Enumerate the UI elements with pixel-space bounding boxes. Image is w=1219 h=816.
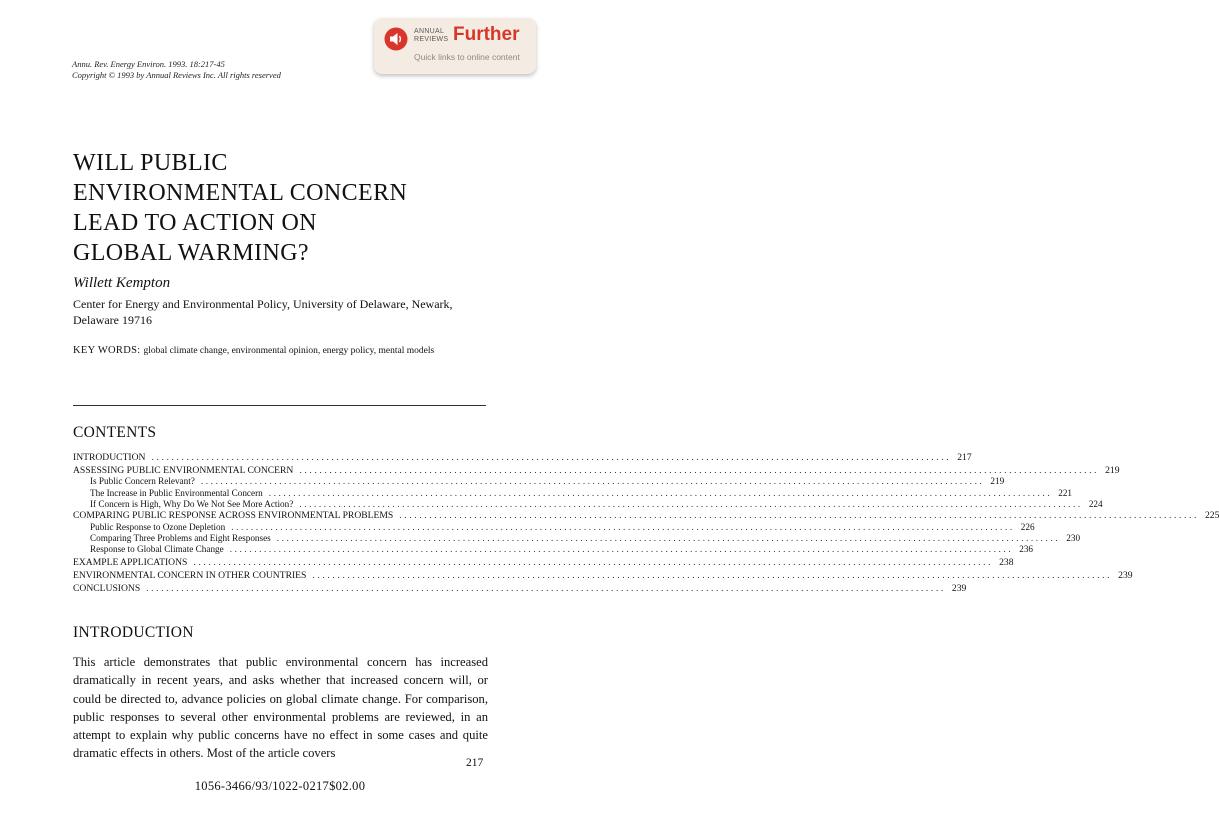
title-line: ENVIRONMENTAL CONCERN xyxy=(73,180,408,206)
leader-dots: ................................................................................................................................................................ xyxy=(146,583,946,595)
leader-dots: ................................................................................................................................................................ xyxy=(299,465,1100,477)
copyright-line: Copyright © 1993 by Annual Reviews Inc. All rights reserved xyxy=(72,70,281,80)
toc-page-number: 239 xyxy=(1118,570,1133,582)
toc-page-number: 219 xyxy=(1105,465,1120,477)
annual-reviews-wordmark: ANNUAL REVIEWS xyxy=(414,28,449,43)
toc-page-number: 219 xyxy=(990,476,1005,487)
toc-page-number: 217 xyxy=(957,452,972,463)
author-affiliation: Center for Energy and Environmental Policy, University of Delaware, Newark, Delaware 19716 xyxy=(73,297,453,327)
leader-dots: ................................................................................................................................................................ xyxy=(276,532,1061,543)
toc-page-number: 236 xyxy=(1019,544,1033,555)
article-code: 1056-3466/93/1022-0217$02.00 xyxy=(194,779,366,793)
leader-dots: ................................................................................................................................................................ xyxy=(193,557,994,569)
leader-dots: ................................................................................................................................................................ xyxy=(299,498,1083,509)
toc-page-number: 224 xyxy=(1088,498,1103,509)
citation-line: Annu. Rev. Energy Environ. 1993. 18:217-45 xyxy=(72,59,225,69)
table-of-contents xyxy=(73,452,1219,595)
toc-page-number: 225 xyxy=(1205,510,1219,522)
leader-dots: ................................................................................................................................................................ xyxy=(268,487,1053,498)
introduction-paragraph: This article demonstrates that public environmental concern has increased dramatically in recent years, and asks whether that increased concern will, or could be directed to, advance policies on global climate change. For comparison, public responses to several other environmental problems are reviewed, in an attempt to explain why public concerns have no effect in some cases and quite dramatic effects in others. Most of the article covers xyxy=(73,655,488,761)
toc-subentry[interactable]: Comparing Three Problems and Eight Responses ................................................................................................................................................................ 230 xyxy=(90,532,1081,543)
toc-entry[interactable]: EXAMPLE APPLICATIONS ................................................................................................................................................................ 238 xyxy=(73,557,1014,569)
toc-entry[interactable]: CONCLUSIONS ................................................................................................................................................................ 239 xyxy=(73,583,967,595)
keywords-label: KEY WORDS: xyxy=(73,345,141,356)
toc-page-number: 221 xyxy=(1058,487,1072,498)
introduction-heading: INTRODUCTION xyxy=(73,624,194,641)
toc-subentry[interactable]: The Increase in Public Environmental Concern ................................................................................................................................................................ 221 xyxy=(90,487,1072,498)
toc-page-number: 226 xyxy=(1020,521,1035,532)
further-wordmark: Further xyxy=(453,24,520,45)
keywords-text: global climate change, environmental opinion, energy policy, mental models xyxy=(143,346,435,356)
citation-header xyxy=(72,59,281,81)
toc-page-number: 239 xyxy=(951,583,967,595)
title-line: WILL PUBLIC xyxy=(73,150,228,176)
leader-dots: ................................................................................................................................................................ xyxy=(229,544,1014,555)
article-title xyxy=(73,148,407,268)
title-line: LEAD TO ACTION ON xyxy=(73,210,317,236)
leader-dots: ................................................................................................................................................................ xyxy=(231,521,1015,532)
toc-page-number: 238 xyxy=(999,557,1014,569)
divider-rule xyxy=(73,405,486,406)
page-number: 217 xyxy=(466,757,484,769)
leader-dots: ................................................................................................................................................................ xyxy=(200,476,985,487)
toc-entry[interactable]: ASSESSING PUBLIC ENVIRONMENTAL CONCERN ................................................................................................................................................................ 219 xyxy=(73,465,1120,477)
toc-entry[interactable]: INTRODUCTION ................................................................................................................................................................ 217 xyxy=(73,452,972,463)
leader-dots: ................................................................................................................................................................ xyxy=(312,570,1113,582)
toc-subentry[interactable]: Public Response to Ozone Depletion ................................................................................................................................................................ 226 xyxy=(90,521,1035,532)
further-badge[interactable] xyxy=(374,18,536,74)
toc-entry[interactable]: ENVIRONMENTAL CONCERN IN OTHER COUNTRIES ................................................................................................................................................................ 239 xyxy=(73,570,1133,582)
title-line: GLOBAL WARMING? xyxy=(73,240,309,266)
keywords xyxy=(73,345,434,356)
toc-subentry[interactable]: If Concern is High, Why Do We Not See More Action? ................................................................................................................................................................ 224 xyxy=(90,498,1103,509)
toc-subentry[interactable]: Response to Global Climate Change ................................................................................................................................................................ 236 xyxy=(90,544,1033,555)
toc-subentry[interactable]: Is Public Concern Relevant? ................................................................................................................................................................ 219 xyxy=(90,476,1005,487)
toc-entry[interactable]: COMPARING PUBLIC RESPONSE ACROSS ENVIRONMENTAL PROBLEMS ................................................................................................................................................................ 225 xyxy=(73,510,1219,522)
toc-page-number: 230 xyxy=(1066,532,1081,543)
further-tagline: Quick links to online content xyxy=(414,52,520,62)
leader-dots: ................................................................................................................................................................ xyxy=(399,510,1199,522)
author-name: Willett Kempton xyxy=(73,275,171,291)
leader-dots: ................................................................................................................................................................ xyxy=(151,452,952,463)
contents-heading: CONTENTS xyxy=(73,424,157,441)
speaker-icon xyxy=(384,27,408,51)
